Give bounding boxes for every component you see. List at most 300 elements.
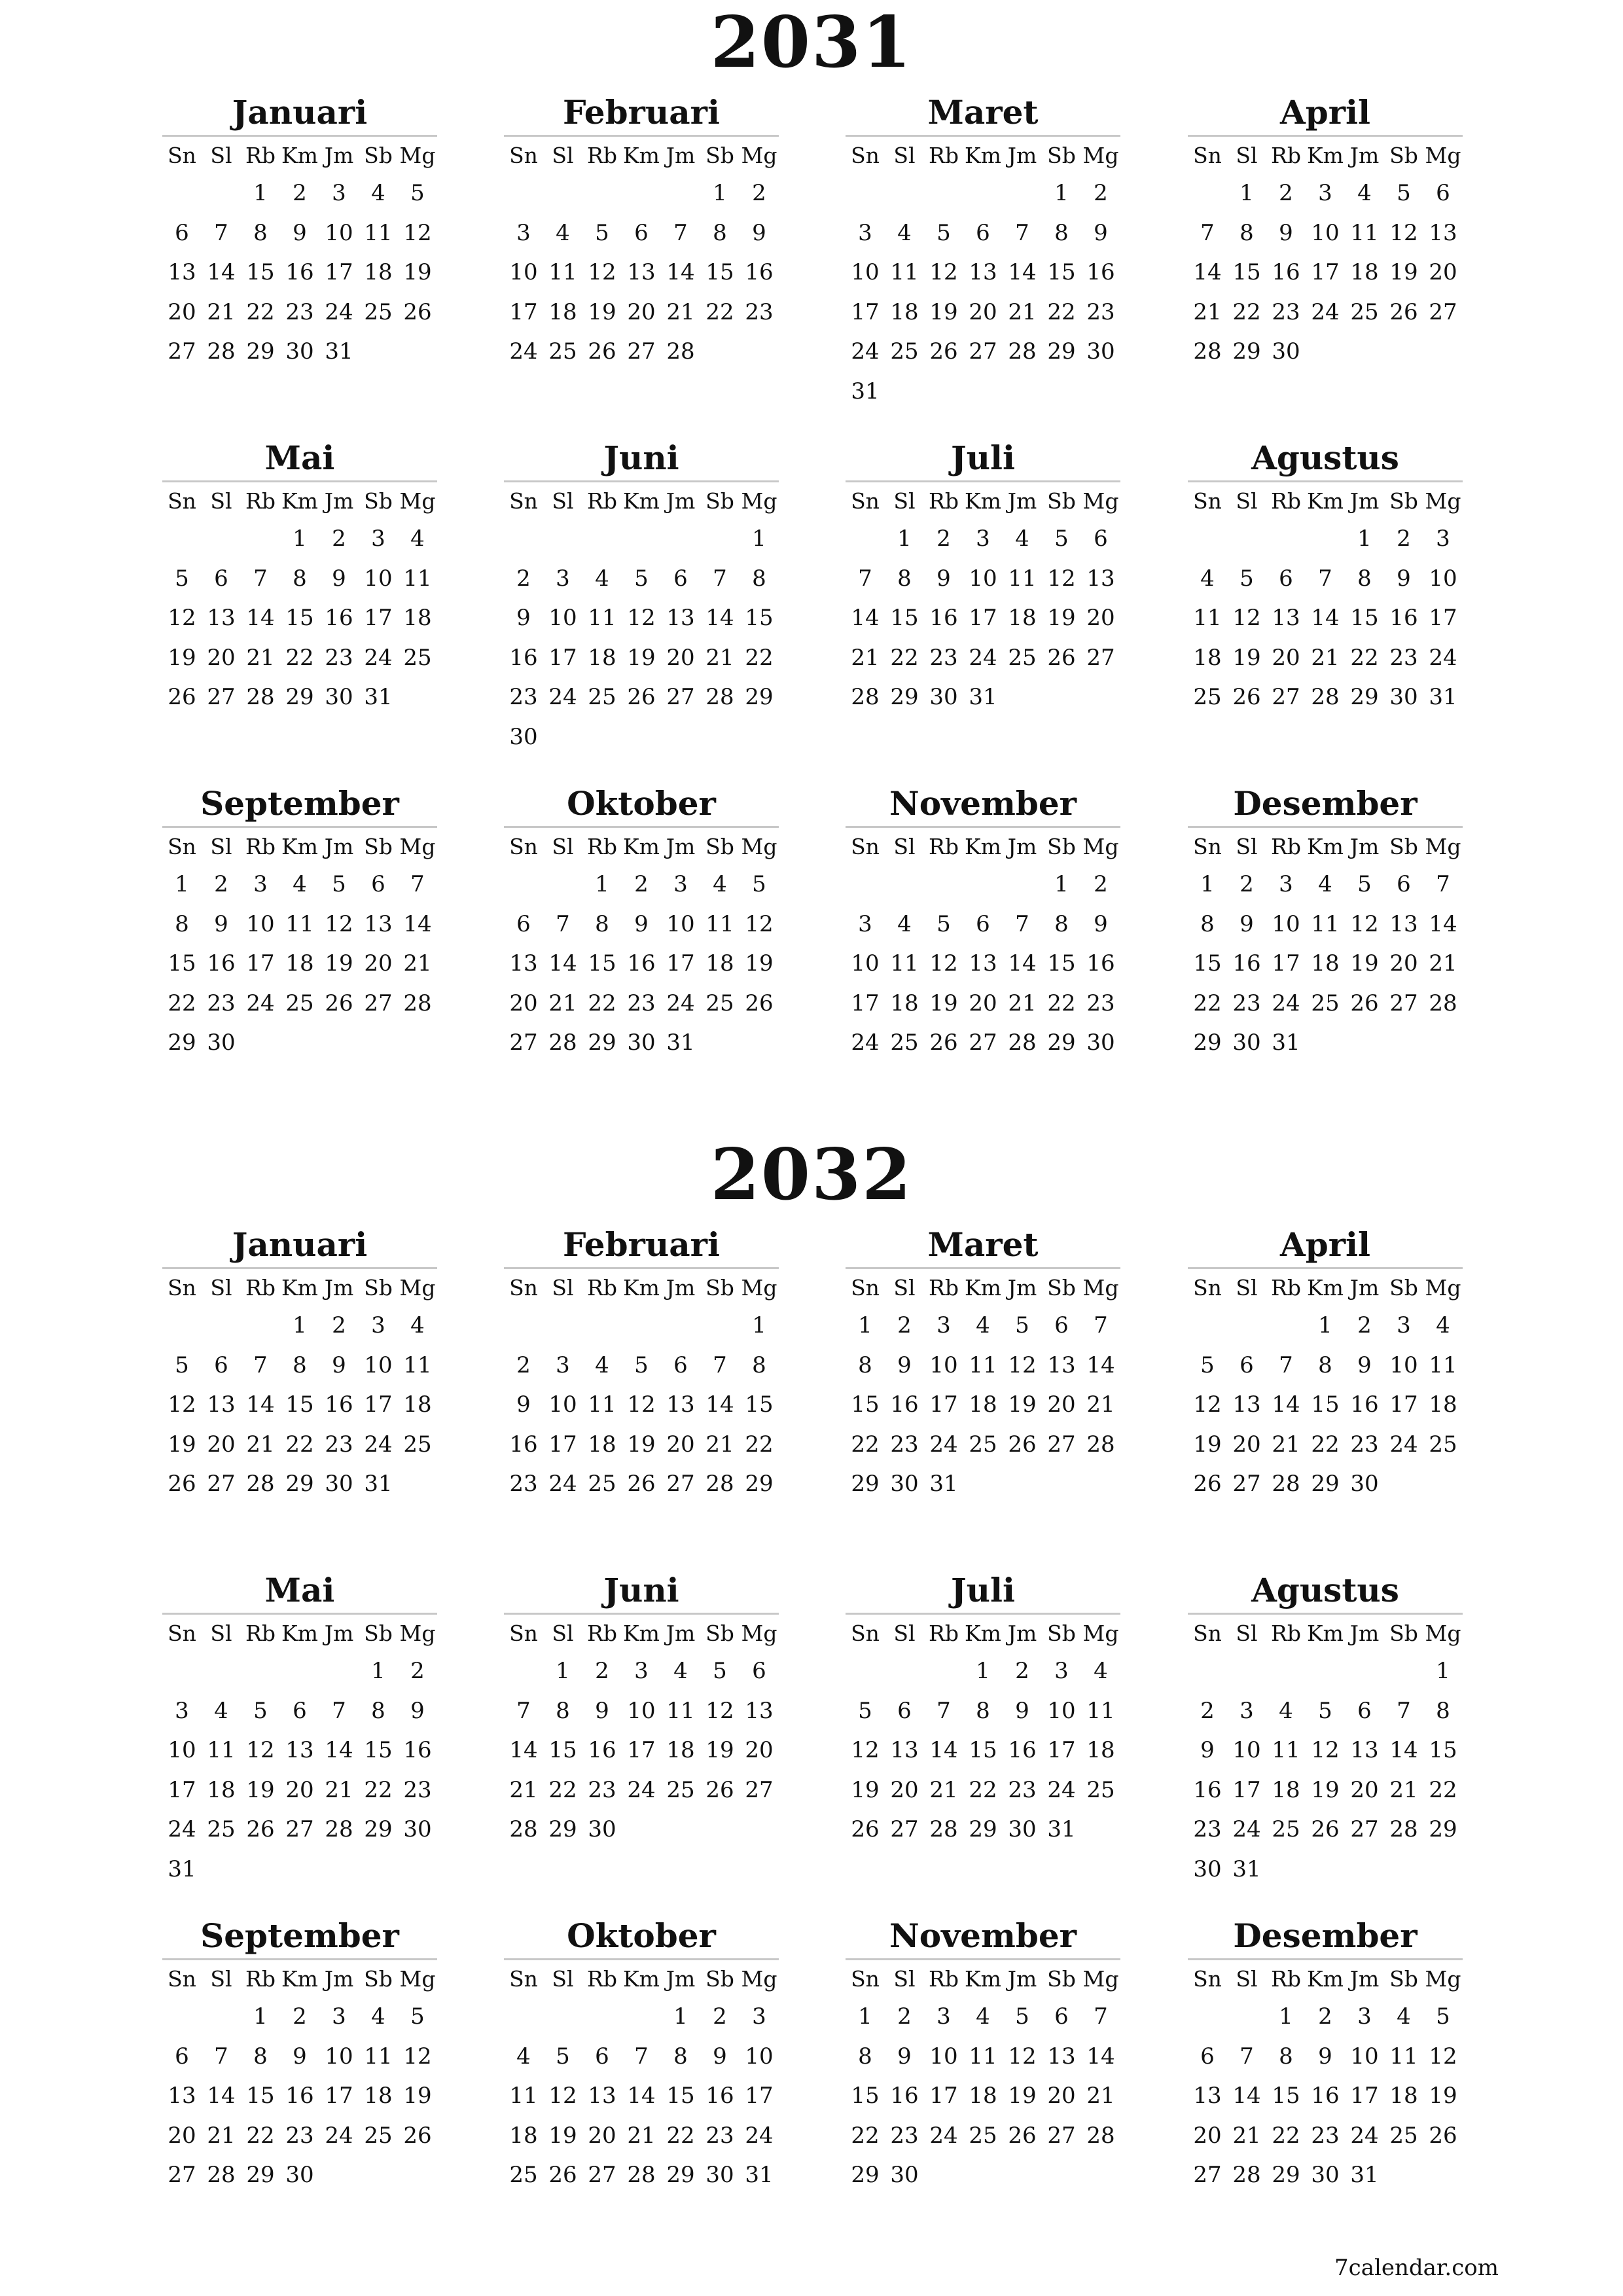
month-name: Juni: [603, 439, 679, 477]
day-cell: 3: [858, 219, 872, 246]
day-cell: 21: [207, 2122, 236, 2149]
day-cell: 6: [976, 219, 990, 246]
day-cell: 22: [969, 1776, 997, 1803]
weekday-header: Sl: [1236, 1965, 1258, 1992]
day-cell: 27: [364, 990, 393, 1016]
day-cell: 3: [253, 871, 268, 898]
day-cell: 28: [1232, 2162, 1261, 2189]
day-cell: 11: [705, 910, 734, 937]
week-row: [1188, 598, 1463, 638]
day-cell: 27: [1047, 2122, 1076, 2149]
weekday-header: Sb: [705, 142, 734, 168]
day-cell: 29: [246, 2162, 275, 2189]
day-cell: 27: [207, 1471, 236, 1498]
weekday-header: Jm: [1349, 1620, 1380, 1646]
day-cell: 3: [752, 2003, 766, 2030]
day-cell: 18: [207, 1776, 236, 1803]
weekday-header: Km: [1307, 488, 1344, 514]
weekday-header: Km: [1307, 1620, 1344, 1646]
day-cell: 9: [1357, 1352, 1372, 1378]
day-cell: 1: [371, 1658, 385, 1685]
month-name: April: [1279, 93, 1371, 132]
day-cell: 21: [1008, 298, 1037, 325]
day-cell: 31: [745, 2162, 774, 2189]
day-cell: 29: [168, 1030, 196, 1056]
day-cell: 25: [403, 1431, 432, 1458]
month-name: November: [889, 1916, 1077, 1955]
day-cell: 30: [285, 2162, 314, 2189]
day-cell: 30: [1350, 1471, 1379, 1498]
day-cell: 8: [293, 1352, 307, 1378]
week-row: [1188, 559, 1463, 599]
day-cell: 29: [745, 684, 774, 711]
day-cell: 1: [1357, 526, 1372, 552]
week-row: [162, 293, 437, 332]
day-cell: 30: [325, 1471, 353, 1498]
day-cell: 2: [332, 526, 346, 552]
day-cell: 14: [1311, 605, 1340, 632]
day-cell: 4: [713, 871, 727, 898]
weekday-header: Mg: [1425, 833, 1461, 859]
week-row: [504, 213, 779, 253]
day-cell: 27: [969, 1030, 997, 1056]
day-cell: 15: [745, 1391, 774, 1418]
day-cell: 2: [516, 565, 531, 592]
weekday-header: Rb: [587, 142, 617, 168]
weekday-header: Sn: [168, 1965, 196, 1992]
weekday-header: Sn: [1193, 1965, 1222, 1992]
day-cell: 17: [1272, 950, 1300, 977]
week-row: [1188, 944, 1463, 984]
weekday-header: Jm: [1349, 1274, 1380, 1300]
day-cell: 4: [1200, 565, 1215, 592]
weekday-header: Sl: [893, 1965, 916, 1992]
week-row: [162, 1810, 437, 1850]
weekday-header: Mg: [399, 1965, 436, 1992]
day-cell: 6: [1279, 565, 1293, 592]
weekday-header: Mg: [741, 488, 777, 514]
day-cell: 3: [1357, 2003, 1372, 2030]
weekday-header: Sb: [364, 1274, 393, 1300]
day-cell: 16: [929, 605, 958, 632]
week-row: [162, 865, 437, 905]
day-cell: 4: [1279, 1697, 1293, 1724]
weekday-header-row: [162, 1960, 437, 1997]
day-cell: 18: [1350, 259, 1379, 286]
weekday-header: Jm: [1349, 142, 1380, 168]
day-cell: 11: [1272, 1737, 1300, 1764]
day-cell: 17: [1350, 2083, 1379, 2109]
day-cell: 13: [588, 2083, 616, 2109]
day-cell: 10: [1429, 565, 1457, 592]
day-cell: 25: [403, 644, 432, 671]
day-cell: 25: [285, 990, 314, 1016]
day-cell: 14: [705, 605, 734, 632]
day-cell: 10: [969, 565, 997, 592]
day-cell: 20: [364, 950, 393, 977]
weekday-header: Mg: [399, 142, 436, 168]
day-cell: 6: [175, 219, 189, 246]
day-cell: 12: [403, 219, 432, 246]
weekday-header-row: [846, 137, 1120, 173]
day-cell: 25: [364, 2122, 393, 2149]
day-cell: 4: [595, 565, 609, 592]
day-cell: 17: [1047, 1737, 1076, 1764]
weekday-header: Sb: [364, 833, 393, 859]
day-cell: 23: [588, 1776, 616, 1803]
day-cell: 12: [325, 910, 353, 937]
weekday-header: Mg: [399, 1620, 436, 1646]
day-cell: 28: [666, 338, 695, 365]
day-cell: 19: [1232, 644, 1261, 671]
weekday-header: Sn: [168, 1620, 196, 1646]
day-cell: 3: [1436, 526, 1450, 552]
day-cell: 12: [588, 259, 616, 286]
day-cell: 3: [371, 526, 385, 552]
day-cell: 11: [403, 565, 432, 592]
weekday-header: Mg: [1082, 833, 1119, 859]
week-row: [162, 559, 437, 599]
day-cell: 24: [1311, 298, 1340, 325]
day-cell: 3: [332, 180, 346, 207]
day-cell: 5: [595, 219, 609, 246]
weekday-header: Jm: [324, 1965, 354, 1992]
day-cell: 29: [1429, 1816, 1457, 1843]
day-cell: 11: [666, 1697, 695, 1724]
weekday-header: Sl: [1236, 833, 1258, 859]
weekday-header: Km: [623, 1620, 660, 1646]
week-row: [1188, 1464, 1463, 1504]
day-cell: 21: [1389, 1776, 1418, 1803]
week-row: [504, 332, 779, 372]
week-row: [1188, 1306, 1463, 1346]
day-cell: 16: [285, 259, 314, 286]
day-cell: 26: [1311, 1816, 1340, 1843]
month-name: Februari: [563, 1225, 720, 1264]
week-row: [504, 1997, 779, 2037]
day-cell: 19: [1429, 2083, 1457, 2109]
day-cell: 8: [371, 1697, 385, 1724]
day-cell: 15: [1311, 1391, 1340, 1418]
month-februari: [504, 92, 779, 372]
day-cell: 7: [1094, 1312, 1108, 1339]
day-cell: 14: [1086, 2043, 1115, 2070]
day-cell: 8: [595, 910, 609, 937]
day-cell: 16: [285, 2083, 314, 2109]
weekday-header: Sn: [168, 833, 196, 859]
day-cell: 17: [168, 1776, 196, 1803]
day-cell: 16: [325, 605, 353, 632]
day-cell: 9: [936, 565, 951, 592]
day-cell: 3: [1318, 180, 1332, 207]
month-name: November: [889, 784, 1077, 823]
day-cell: 18: [588, 1431, 616, 1458]
day-cell: 22: [745, 644, 774, 671]
week-row: [1188, 1425, 1463, 1465]
day-cell: 24: [509, 338, 538, 365]
day-cell: 16: [1389, 605, 1418, 632]
day-cell: 18: [364, 259, 393, 286]
weekday-header: Sb: [364, 1620, 393, 1646]
weekday-header: Sb: [1047, 1965, 1076, 1992]
weekday-header-row: [1188, 137, 1463, 173]
day-cell: 23: [403, 1776, 432, 1803]
day-cell: 17: [548, 644, 577, 671]
day-cell: 16: [325, 1391, 353, 1418]
day-cell: 27: [1193, 2162, 1222, 2189]
day-cell: 12: [1389, 219, 1418, 246]
day-cell: 13: [890, 1737, 919, 1764]
week-row: [162, 1306, 437, 1346]
day-cell: 20: [168, 2122, 196, 2149]
day-cell: 13: [1193, 2083, 1222, 2109]
day-cell: 14: [1193, 259, 1222, 286]
weekday-header: Mg: [399, 488, 436, 514]
day-cell: 4: [214, 1697, 228, 1724]
day-cell: 13: [627, 259, 656, 286]
day-cell: 12: [1047, 565, 1076, 592]
day-cell: 18: [666, 1737, 695, 1764]
weekday-header: Sl: [210, 1274, 232, 1300]
day-cell: 28: [705, 684, 734, 711]
day-cell: 24: [325, 298, 353, 325]
week-row: [1188, 332, 1463, 372]
day-cell: 2: [214, 871, 228, 898]
month-maret: [846, 1224, 1120, 1504]
day-cell: 13: [364, 910, 393, 937]
day-cell: 12: [1008, 2043, 1037, 2070]
day-cell: 25: [1350, 298, 1379, 325]
day-cell: 11: [1311, 910, 1340, 937]
day-cell: 12: [929, 950, 958, 977]
day-cell: 26: [1429, 2122, 1457, 2149]
day-cell: 28: [1086, 2122, 1115, 2149]
day-cell: 14: [666, 259, 695, 286]
week-row: [162, 253, 437, 293]
day-cell: 29: [969, 1816, 997, 1843]
day-cell: 17: [548, 1431, 577, 1458]
day-cell: 29: [851, 2162, 880, 2189]
day-cell: 10: [246, 910, 275, 937]
week-row: [504, 984, 779, 1024]
day-cell: 2: [516, 1352, 531, 1378]
week-row: [504, 519, 779, 559]
day-cell: 9: [1015, 1697, 1029, 1724]
day-cell: 30: [509, 723, 538, 750]
weekday-header: Sl: [210, 142, 232, 168]
day-cell: 21: [207, 298, 236, 325]
weekday-header: Sl: [893, 833, 916, 859]
day-cell: 7: [253, 565, 268, 592]
day-cell: 30: [1086, 338, 1115, 365]
day-cell: 18: [705, 950, 734, 977]
day-cell: 12: [627, 605, 656, 632]
weekday-header: Jm: [324, 1620, 354, 1646]
day-cell: 21: [548, 990, 577, 1016]
day-cell: 8: [1436, 1697, 1450, 1724]
week-row: [504, 1731, 779, 1770]
week-row: [504, 1464, 779, 1504]
day-cell: 20: [1272, 644, 1300, 671]
week-row: [1188, 1691, 1463, 1731]
week-row: [846, 2155, 1120, 2195]
day-cell: 8: [253, 2043, 268, 2070]
weekday-header: Sl: [210, 1965, 232, 1992]
weekday-header: Sl: [210, 488, 232, 514]
day-cell: 28: [1429, 990, 1457, 1016]
day-cell: 3: [936, 2003, 951, 2030]
day-cell: 19: [929, 990, 958, 1016]
day-cell: 2: [936, 526, 951, 552]
week-row: [1188, 1651, 1463, 1691]
day-cell: 25: [705, 990, 734, 1016]
weekday-header-row: [162, 1615, 437, 1651]
day-cell: 21: [1008, 990, 1037, 1016]
week-row: [846, 519, 1120, 559]
weekday-header: Jm: [1007, 142, 1037, 168]
day-cell: 14: [705, 1391, 734, 1418]
day-cell: 13: [666, 605, 695, 632]
day-cell: 13: [666, 1391, 695, 1418]
week-row: [504, 905, 779, 944]
day-cell: 28: [627, 2162, 656, 2189]
day-cell: 31: [929, 1471, 958, 1498]
day-cell: 5: [1054, 526, 1069, 552]
weekday-header: Sn: [1193, 142, 1222, 168]
day-cell: 28: [246, 684, 275, 711]
month-oktober: [504, 1915, 779, 2195]
day-cell: 18: [969, 2083, 997, 2109]
day-cell: 29: [851, 1471, 880, 1498]
month-name: Oktober: [567, 784, 716, 823]
day-cell: 3: [634, 1658, 649, 1685]
day-cell: 8: [897, 565, 912, 592]
weekday-header: Sn: [851, 833, 880, 859]
weekday-header: Sb: [705, 1965, 734, 1992]
day-cell: 19: [1389, 259, 1418, 286]
day-cell: 19: [745, 950, 774, 977]
month-name: Maret: [927, 1225, 1039, 1264]
day-cell: 6: [1397, 871, 1411, 898]
day-cell: 7: [1279, 1352, 1293, 1378]
day-cell: 23: [1086, 298, 1115, 325]
week-row: [1188, 865, 1463, 905]
weekday-header: Km: [1307, 142, 1344, 168]
month-name: Agustus: [1251, 439, 1399, 477]
day-cell: 23: [890, 1431, 919, 1458]
day-cell: 2: [897, 2003, 912, 2030]
day-cell: 18: [969, 1391, 997, 1418]
day-cell: 25: [207, 1816, 236, 1843]
week-row: [846, 2037, 1120, 2077]
day-cell: 11: [588, 1391, 616, 1418]
month-name: Juli: [951, 1571, 1015, 1609]
day-cell: 17: [509, 298, 538, 325]
week-row: [162, 598, 437, 638]
day-cell: 26: [745, 990, 774, 1016]
day-cell: 3: [1279, 871, 1293, 898]
day-cell: 8: [1200, 910, 1215, 937]
weekday-header: Sl: [893, 488, 916, 514]
weekday-header: Sl: [210, 833, 232, 859]
day-cell: 2: [332, 1312, 346, 1339]
weekday-header: Jm: [666, 1620, 696, 1646]
day-cell: 27: [588, 2162, 616, 2189]
week-row: [162, 944, 437, 984]
day-cell: 3: [673, 871, 688, 898]
month-desember: [1188, 1915, 1463, 2195]
weekday-header: Jm: [1007, 1274, 1037, 1300]
day-cell: 2: [1318, 2003, 1332, 2030]
day-cell: 19: [1008, 2083, 1037, 2109]
day-cell: 8: [713, 219, 727, 246]
day-cell: 21: [509, 1776, 538, 1803]
month-januari: [162, 92, 437, 372]
weekday-header: Sn: [1193, 1274, 1222, 1300]
day-cell: 23: [1311, 2122, 1340, 2149]
week-row: [504, 1770, 779, 1810]
day-cell: 22: [705, 298, 734, 325]
day-cell: 1: [673, 2003, 688, 2030]
weekday-header: Mg: [1425, 488, 1461, 514]
day-cell: 9: [897, 1352, 912, 1378]
weekday-header: Mg: [741, 1965, 777, 1992]
month-name: Oktober: [567, 1916, 716, 1955]
week-row: [162, 984, 437, 1024]
day-cell: 29: [1193, 1030, 1222, 1056]
day-cell: 17: [666, 950, 695, 977]
day-cell: 8: [1054, 910, 1069, 937]
day-cell: 7: [1094, 2003, 1108, 2030]
weekday-header: Km: [965, 1965, 1001, 1992]
day-cell: 12: [403, 2043, 432, 2070]
day-cell: 31: [666, 1030, 695, 1056]
day-cell: 25: [1389, 2122, 1418, 2149]
day-cell: 1: [897, 526, 912, 552]
day-cell: 26: [403, 2122, 432, 2149]
day-cell: 10: [929, 2043, 958, 2070]
weekday-header: Jm: [1007, 1965, 1037, 1992]
weekday-header-row: [504, 1615, 779, 1651]
day-cell: 23: [627, 990, 656, 1016]
day-cell: 29: [666, 2162, 695, 2189]
day-cell: 31: [168, 1856, 196, 1882]
week-row: [504, 2116, 779, 2156]
day-cell: 20: [745, 1737, 774, 1764]
day-cell: 1: [1436, 1658, 1450, 1685]
day-cell: 8: [1357, 565, 1372, 592]
week-row: [162, 1997, 437, 2037]
day-cell: 20: [1047, 2083, 1076, 2109]
day-cell: 29: [548, 1816, 577, 1843]
day-cell: 17: [1232, 1776, 1261, 1803]
month-desember: [1188, 783, 1463, 1063]
day-cell: 8: [752, 1352, 766, 1378]
day-cell: 7: [1240, 2043, 1254, 2070]
day-cell: 15: [851, 1391, 880, 1418]
day-cell: 25: [890, 1030, 919, 1056]
weekday-header: Sn: [1193, 833, 1222, 859]
week-row: [504, 1306, 779, 1346]
day-cell: 15: [1232, 259, 1261, 286]
day-cell: 27: [1232, 1471, 1261, 1498]
day-cell: 28: [929, 1816, 958, 1843]
day-cell: 7: [713, 1352, 727, 1378]
month-name: Juli: [951, 439, 1015, 477]
week-row: [846, 1023, 1120, 1063]
day-cell: 15: [246, 259, 275, 286]
day-cell: 22: [1047, 990, 1076, 1016]
